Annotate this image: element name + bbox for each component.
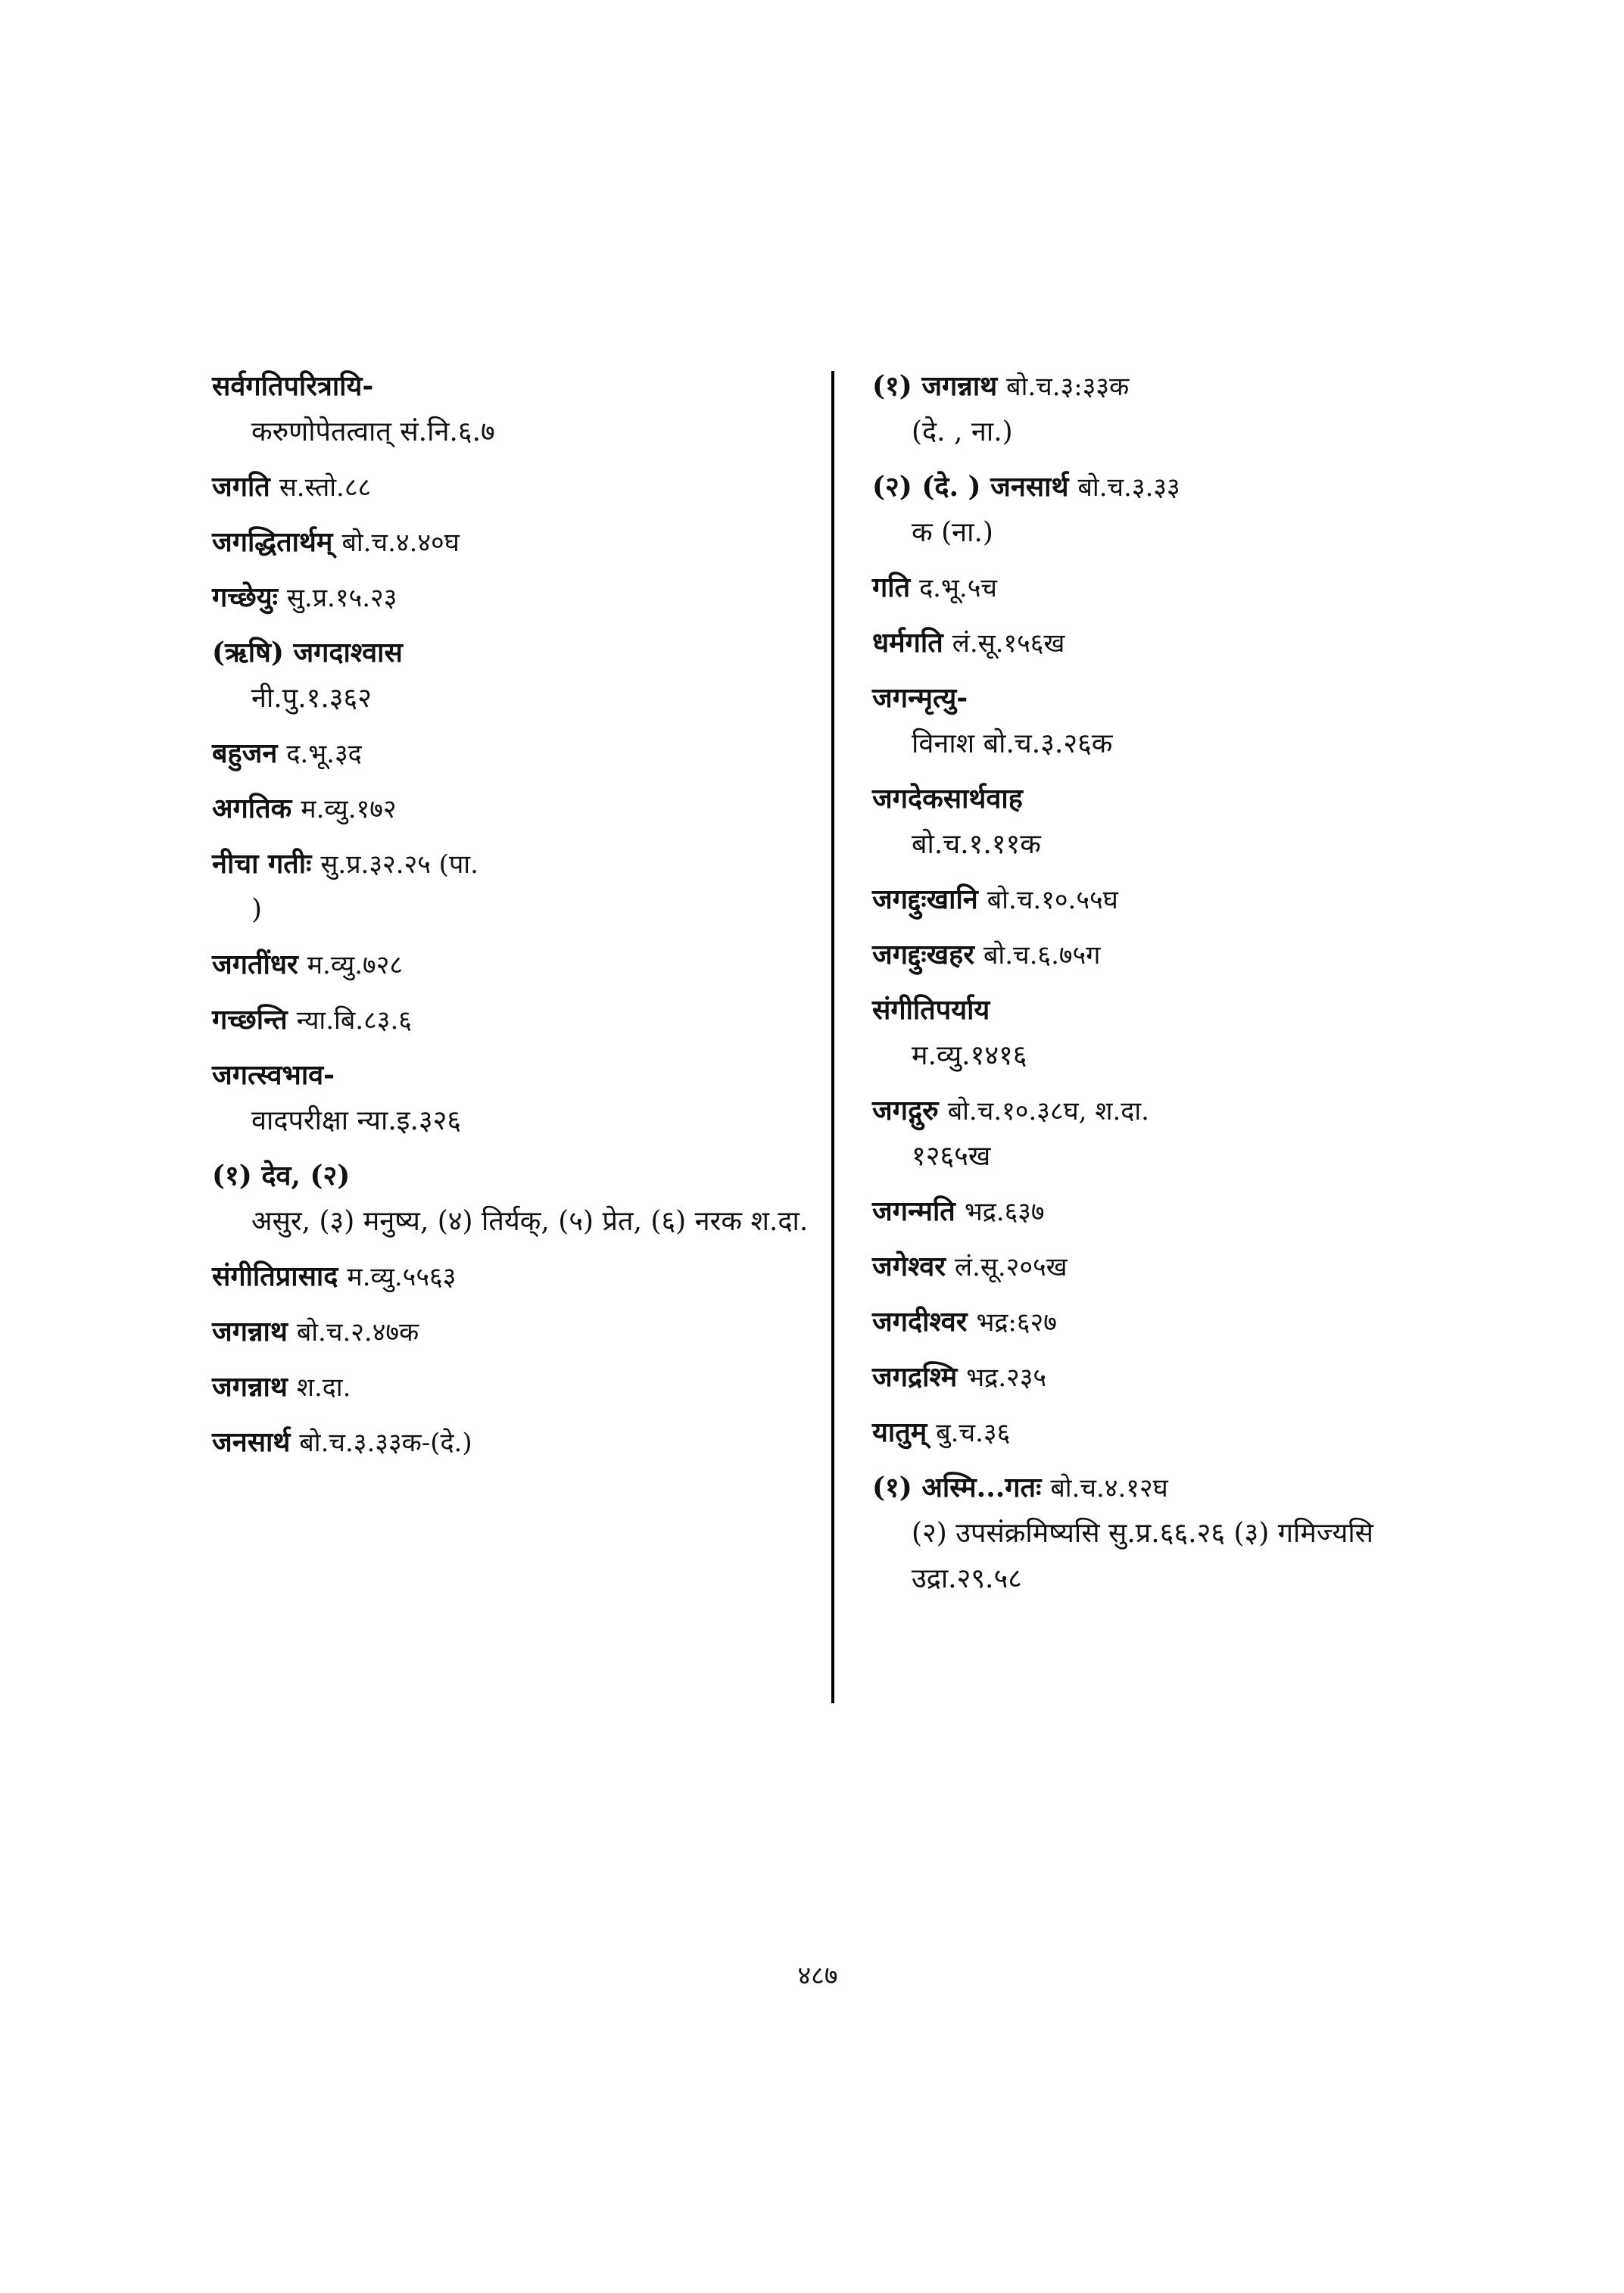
- entry-continuation: विनाश बो.च.३.२६क: [912, 728, 1113, 759]
- sanskrit-equivalent: धर्मगति: [872, 627, 943, 659]
- entry-continuation: बो.च.१.११क: [912, 829, 1041, 860]
- dictionary-entry: [203, 1364, 809, 1410]
- sanskrit-equivalent: अगतिक: [212, 793, 292, 824]
- dictionary-entry: [863, 620, 1492, 666]
- dictionary-entry: [863, 1299, 1492, 1345]
- entry-continuation: नी.पु.१.३६२: [251, 683, 372, 714]
- sanskrit-equivalent: जगति: [212, 471, 270, 503]
- source-reference: भद्र.६३७: [964, 1197, 1045, 1227]
- sanskrit-equivalent: जगन्मृत्यु-: [872, 682, 968, 714]
- entry-continuation: वादपरीक्षा न्या.इ.३२६: [251, 1105, 462, 1136]
- page-number: ४८७: [797, 1961, 838, 1991]
- dictionary-entry: [863, 1354, 1492, 1400]
- source-reference: बु.च.३६: [936, 1418, 1011, 1448]
- dictionary-entry: [203, 997, 809, 1043]
- sanskrit-equivalent: (ऋषि) जगदाश्वास: [212, 637, 403, 668]
- source-reference: भद्र:६२७: [976, 1307, 1057, 1338]
- sanskrit-equivalent: यातुम्: [872, 1416, 927, 1448]
- dictionary-entry: [863, 932, 1492, 978]
- dictionary-entry: [863, 1244, 1492, 1290]
- entry-continuation: ): [251, 894, 263, 925]
- entry-continuation: (दे. , ना.): [912, 416, 1013, 447]
- sanskrit-equivalent: जगद्दुःखहर: [872, 939, 974, 970]
- sanskrit-equivalent: नीचा गतीः: [212, 848, 312, 880]
- dictionary-entry: [863, 1088, 1492, 1179]
- dictionary-entry: [203, 575, 809, 621]
- sanskrit-equivalent: जगेश्वर: [872, 1251, 946, 1282]
- entry-continuation: १२६५ख: [912, 1141, 991, 1172]
- source-reference: सु.प्र.१५.२३: [286, 583, 397, 613]
- dictionary-entry: [203, 519, 809, 565]
- source-reference: बो.च.३.३३: [1077, 472, 1180, 503]
- sanskrit-equivalent: (१) जगन्नाथ: [872, 370, 998, 402]
- dictionary-entry: [203, 786, 809, 832]
- entry-continuation: असुर, (३) मनुष्य, (४) तिर्यक्, (५) प्रेत, (६) नरक श.दा.: [251, 1206, 809, 1237]
- dictionary-entry: [863, 1410, 1492, 1456]
- sanskrit-equivalent: जगन्मति: [872, 1195, 955, 1227]
- source-reference: सु.प्र.३२.२५ (पा.: [320, 849, 478, 880]
- sanskrit-equivalent: सर्वगतिपरित्रायि-: [212, 370, 374, 402]
- dictionary-entry: [203, 630, 809, 721]
- left-column: [203, 363, 809, 1475]
- entry-continuation: क (ना.): [912, 517, 993, 548]
- source-reference: म.व्यु.७२८: [307, 950, 404, 980]
- source-reference: लं.सू.१५६ख: [952, 628, 1065, 659]
- source-reference: बो.च.६.७५ग: [983, 940, 1101, 970]
- sanskrit-equivalent: जगतींधर: [212, 949, 298, 980]
- dictionary-entry: [203, 841, 809, 933]
- dictionary-entry: [203, 1254, 809, 1300]
- source-reference: बो.च.४.४०घ: [341, 528, 460, 558]
- sanskrit-equivalent: (१) देव, (२): [212, 1160, 351, 1192]
- dictionary-entry: [203, 1419, 809, 1466]
- sanskrit-equivalent: गति: [872, 572, 911, 603]
- sanskrit-equivalent: जगत्स्वभाव-: [212, 1059, 335, 1091]
- sanskrit-equivalent: जगदीश्वर: [872, 1306, 968, 1338]
- dictionary-entry: [203, 731, 809, 777]
- source-reference: बो.च.४.१२घ: [1050, 1473, 1168, 1503]
- dictionary-entry: [203, 464, 809, 510]
- sanskrit-equivalent: (१) अस्मि...गतः: [872, 1472, 1042, 1503]
- dictionary-entry: [863, 877, 1492, 923]
- dictionary-entry: [863, 987, 1492, 1079]
- source-reference: बो.च.३.३३क-(दे.): [299, 1428, 472, 1458]
- sanskrit-equivalent: जगन्नाथ: [212, 1371, 288, 1403]
- source-reference: बो.च.२.४७क: [296, 1317, 419, 1347]
- source-reference: न्या.बि.८३.६: [296, 1005, 412, 1036]
- entry-continuation: (२) उपसंक्रमिष्यसि सु.प्र.६६.२६ (३) गमिज्यसि उद्रा.२९.५८: [912, 1518, 1374, 1594]
- dictionary-entry: [863, 1465, 1492, 1602]
- source-reference: द.भू.३द: [286, 739, 362, 769]
- entry-continuation: करुणोपेतत्वात् सं.नि.६.७: [251, 416, 495, 447]
- source-reference: भद्र.२३५: [966, 1363, 1047, 1393]
- sanskrit-equivalent: गच्छेयुः: [212, 581, 278, 613]
- source-reference: लं.सू.२०५ख: [955, 1252, 1068, 1282]
- sanskrit-equivalent: संगीतिपर्याय: [872, 994, 990, 1026]
- sanskrit-equivalent: जनसार्थ: [212, 1426, 291, 1458]
- sanskrit-equivalent: जगद्गुरु: [872, 1095, 939, 1126]
- sanskrit-equivalent: जगद्धितार्थम्: [212, 526, 333, 558]
- sanskrit-equivalent: गच्छन्ति: [212, 1004, 288, 1036]
- dictionary-entry: [203, 363, 809, 455]
- right-column: [863, 363, 1492, 1611]
- dictionary-entry: [863, 675, 1492, 767]
- source-reference: बो.च.१०.५५घ: [987, 885, 1118, 915]
- dictionary-entry: [863, 565, 1492, 611]
- entry-continuation: म.व्यु.१४१६: [912, 1040, 1027, 1071]
- dictionary-entry: [203, 1153, 809, 1245]
- source-reference: श.दा.: [296, 1372, 351, 1403]
- dictionary-entry: [203, 1309, 809, 1355]
- sanskrit-equivalent: संगीतिप्रासाद: [212, 1260, 338, 1292]
- sanskrit-equivalent: जगद्दुःखानि: [872, 883, 978, 915]
- dictionary-entry: [863, 1189, 1492, 1235]
- source-reference: स.स्तो.८८: [279, 472, 372, 503]
- dictionary-entry: [863, 363, 1492, 455]
- sanskrit-equivalent: जगदेकसार्थवाह: [872, 783, 1023, 815]
- sanskrit-equivalent: जगद्रश्मि: [872, 1361, 958, 1393]
- column-divider: [831, 371, 834, 1703]
- source-reference: बो.च.१०.३८घ, श.दा.: [947, 1096, 1149, 1126]
- sanskrit-equivalent: जगन्नाथ: [212, 1316, 288, 1347]
- sanskrit-equivalent: (२) (दे. ) जनसार्थ: [872, 471, 1069, 503]
- dictionary-entry: [863, 464, 1492, 556]
- source-reference: म.व्यु.५५६३: [347, 1262, 457, 1292]
- source-reference: बो.च.३:३३क: [1006, 372, 1130, 402]
- dictionary-entry: [203, 942, 809, 988]
- dictionary-entry: [203, 1052, 809, 1144]
- dictionary-entry: [863, 776, 1492, 868]
- sanskrit-equivalent: बहुजन: [212, 737, 278, 769]
- source-reference: द.भू.५च: [919, 573, 997, 603]
- source-reference: म.व्यु.१७२: [301, 794, 397, 824]
